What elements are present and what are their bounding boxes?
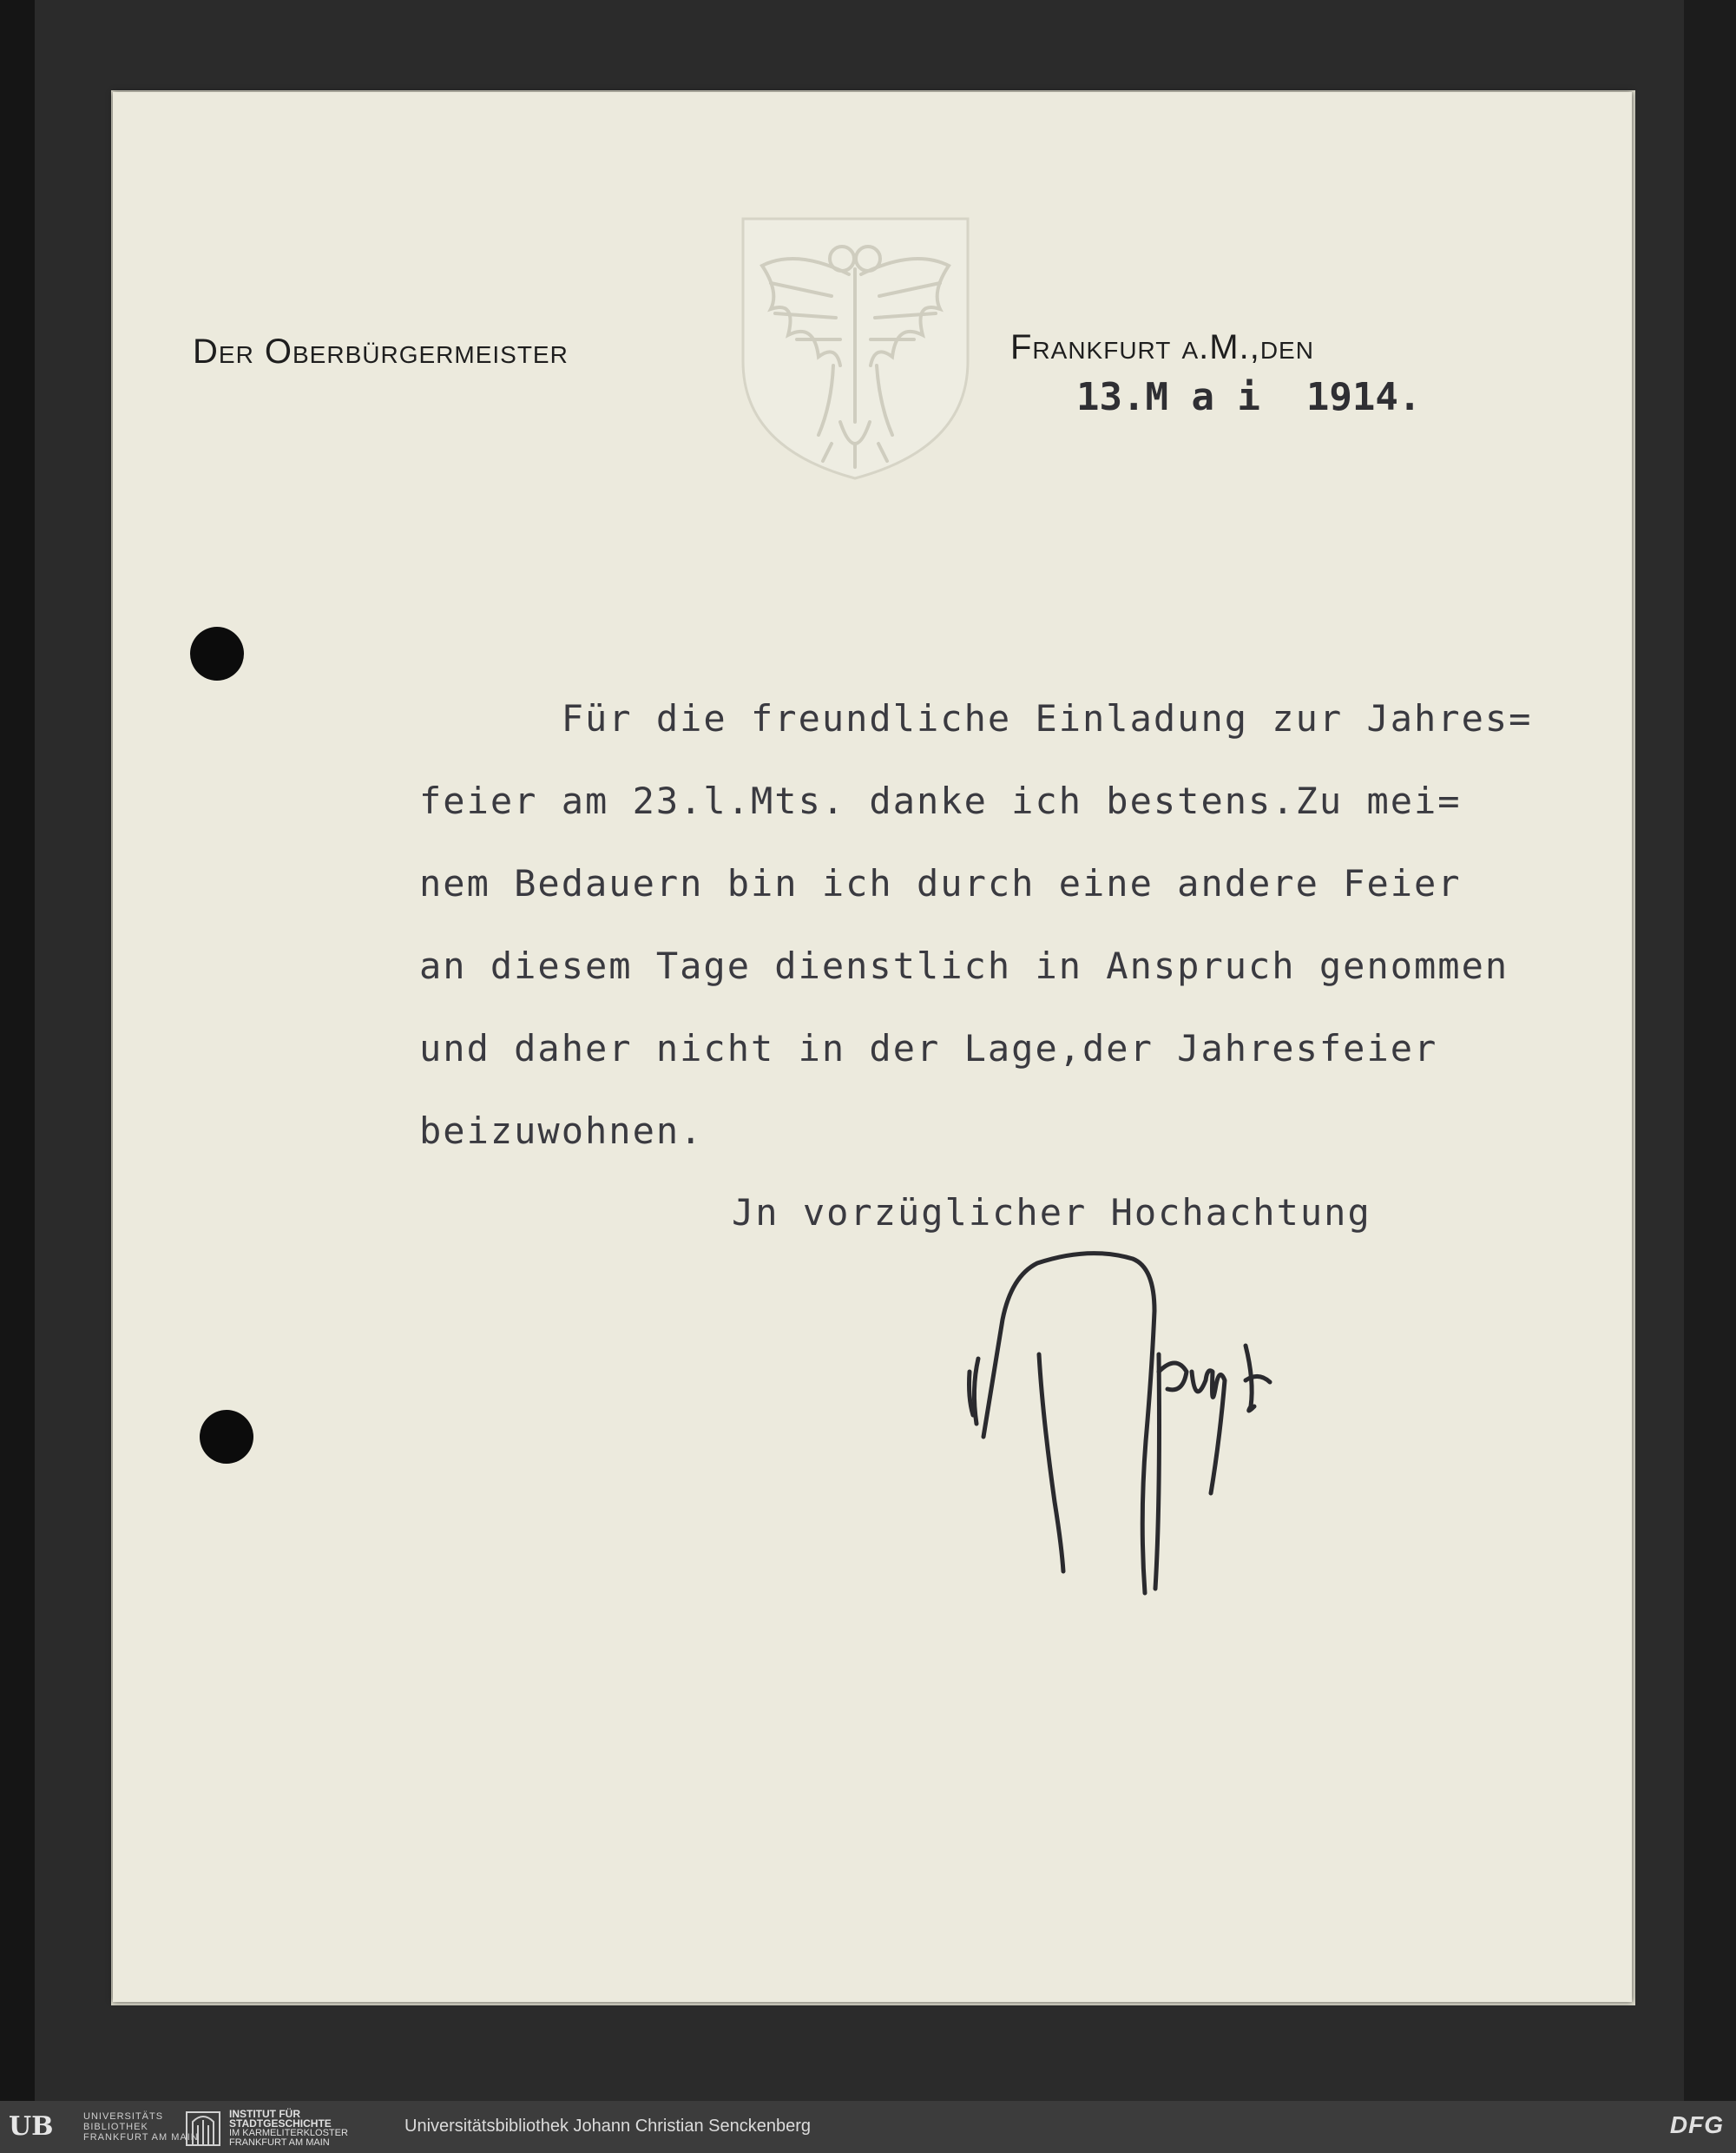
body-line: Für die freundliche Einladung zur Jahres= <box>419 697 1533 740</box>
handwritten-signature <box>959 1241 1332 1606</box>
ub-logo-subtitle: UNIVERSITÄTS BIBLIOTHEK FRANKFURT AM MAIN <box>83 2111 199 2143</box>
body-line: beizuwohnen. <box>419 1109 704 1152</box>
punch-hole-top <box>190 627 244 681</box>
place-line-text: Frankfurt a.M.,den <box>1010 328 1314 366</box>
letter-date: 13.M a i 1914. <box>1076 375 1422 419</box>
eagle-coat-of-arms-embossed-icon <box>736 214 975 483</box>
letter-body <box>419 695 1634 1189</box>
institute-logo-title: INSTITUT FÜR STADTGESCHICHTE <box>229 2108 332 2130</box>
body-line: und daher nicht in der Lage,der Jahresfeier <box>419 1027 1438 1070</box>
body-line: feier am 23.l.Mts. danke ich bestens.Zu mei= <box>419 780 1462 822</box>
library-caption: Universitätsbibliothek Johann Christian Senckenberg <box>404 2117 812 2136</box>
punch-hole-bottom <box>200 1410 253 1464</box>
repository-footer <box>0 2101 1736 2153</box>
body-line: an diesem Tage dienstlich in Anspruch genommen <box>419 945 1509 987</box>
scan-background-right <box>1684 0 1736 2101</box>
closing-phrase: Jn vorzüglicher Hochachtung <box>732 1191 1371 1234</box>
institute-building-icon <box>184 2110 222 2148</box>
dfg-logo: DFG <box>1669 2111 1724 2138</box>
ub-logo-mark: UB <box>9 2111 54 2142</box>
sender-title-text: Der Oberbürgermeister <box>193 332 569 371</box>
institute-logo-text <box>229 2110 403 2148</box>
institute-logo-subtitle: IM KARMELITERKLOSTER FRANKFURT AM MAIN <box>229 2128 348 2148</box>
sender-title <box>193 332 569 372</box>
institute-logo <box>184 2110 375 2148</box>
place-line <box>1010 328 1314 367</box>
scan-background-left <box>0 0 35 2101</box>
ub-library-logo <box>9 2111 204 2146</box>
body-line: nem Bedauern bin ich durch eine andere Feier <box>419 862 1462 905</box>
